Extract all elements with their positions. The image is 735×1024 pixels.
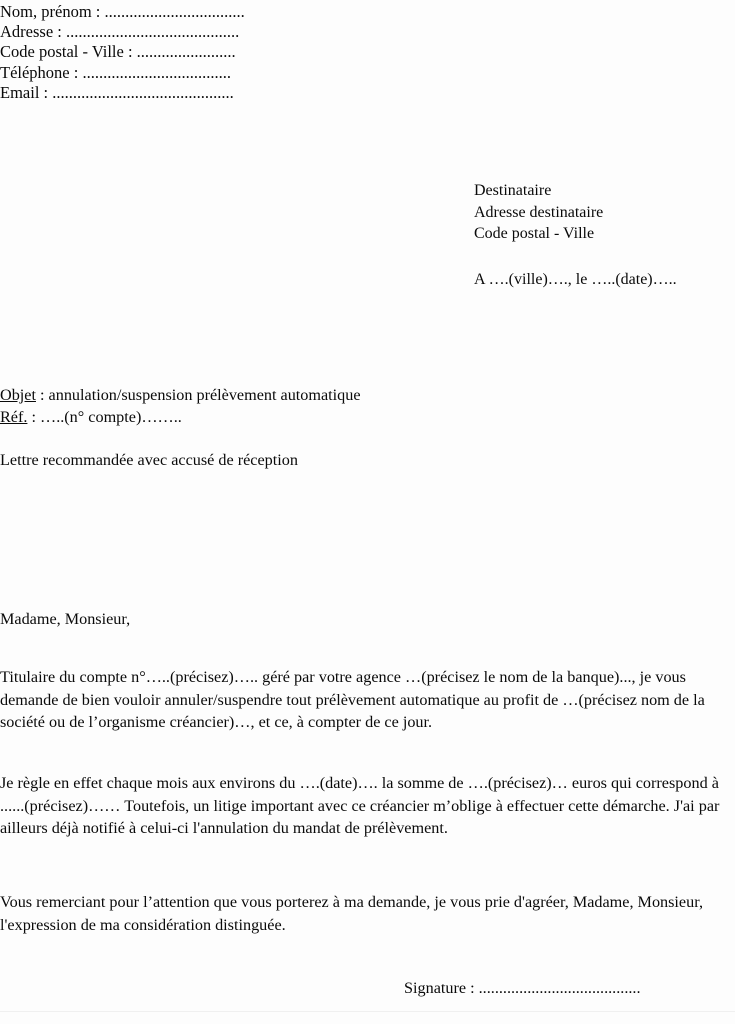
reference-line xyxy=(0,407,600,429)
signature-line: Signature : ........................................ xyxy=(404,979,641,997)
subject-text: : annulation/suspension prélèvement automatique xyxy=(35,386,361,404)
sender-email-line: Email : ............................................ xyxy=(0,82,234,102)
subject-line xyxy=(0,385,600,407)
subject-label: Objet xyxy=(0,386,36,404)
recipient-postal-city-line: Code postal - Ville xyxy=(474,225,595,242)
recipient-address-line: Adresse destinataire xyxy=(474,203,604,221)
recipient-address-block xyxy=(474,180,735,245)
sender-address-line: Adresse : .......................................... xyxy=(0,22,240,42)
body-paragraph-2: Je règle en effet chaque mois aux environs du ….(date)…. la somme de ….(précisez)… euros qui correspond à ......(précisez)…… Toutefois, un litige important avec ce créancier m’oblige à effectuer cette démarche. J'ai par ailleurs déjà notifié à celui-ci l'annulation du mandat de prélèvement. xyxy=(0,774,720,838)
registered-mail-notice: Lettre recommandée avec accusé de réception xyxy=(0,451,298,469)
sender-postal-city-line: Code postal - Ville : ........................ xyxy=(0,42,236,62)
reference-label: Réf. xyxy=(0,407,28,426)
recipient-name-line: Destinataire xyxy=(474,182,552,199)
place-and-date-line: A ….(ville)…., le …..(date)….. xyxy=(474,271,677,288)
page-bottom-rule xyxy=(0,1011,735,1012)
sender-address-block xyxy=(0,2,420,103)
reference-text: : …..(n° compte)…….. xyxy=(27,407,182,426)
body-paragraph-1: Titulaire du compte n°…..(précisez)….. géré par votre agence …(précisez le nom de la banque)..., je vous demande de bien vouloir annuler/suspendre tout prélèvement automatique au profit de …(précisez nom de la société ou de l’organisme créancier)…, et ce, à compter de ce jour. xyxy=(0,668,705,732)
salutation: Madame, Monsieur, xyxy=(0,610,131,628)
sender-name-line: Nom, prénom : .................................. xyxy=(0,2,245,21)
sender-phone-line: Téléphone : .................................... xyxy=(0,62,231,82)
body-paragraph-3: Vous remerciant pour l’attention que vous porterez à ma demande, je vous prie d'agréer, Madame, Monsieur, l'expression de ma considération distinguée. xyxy=(0,893,703,934)
subject-block xyxy=(0,385,600,428)
